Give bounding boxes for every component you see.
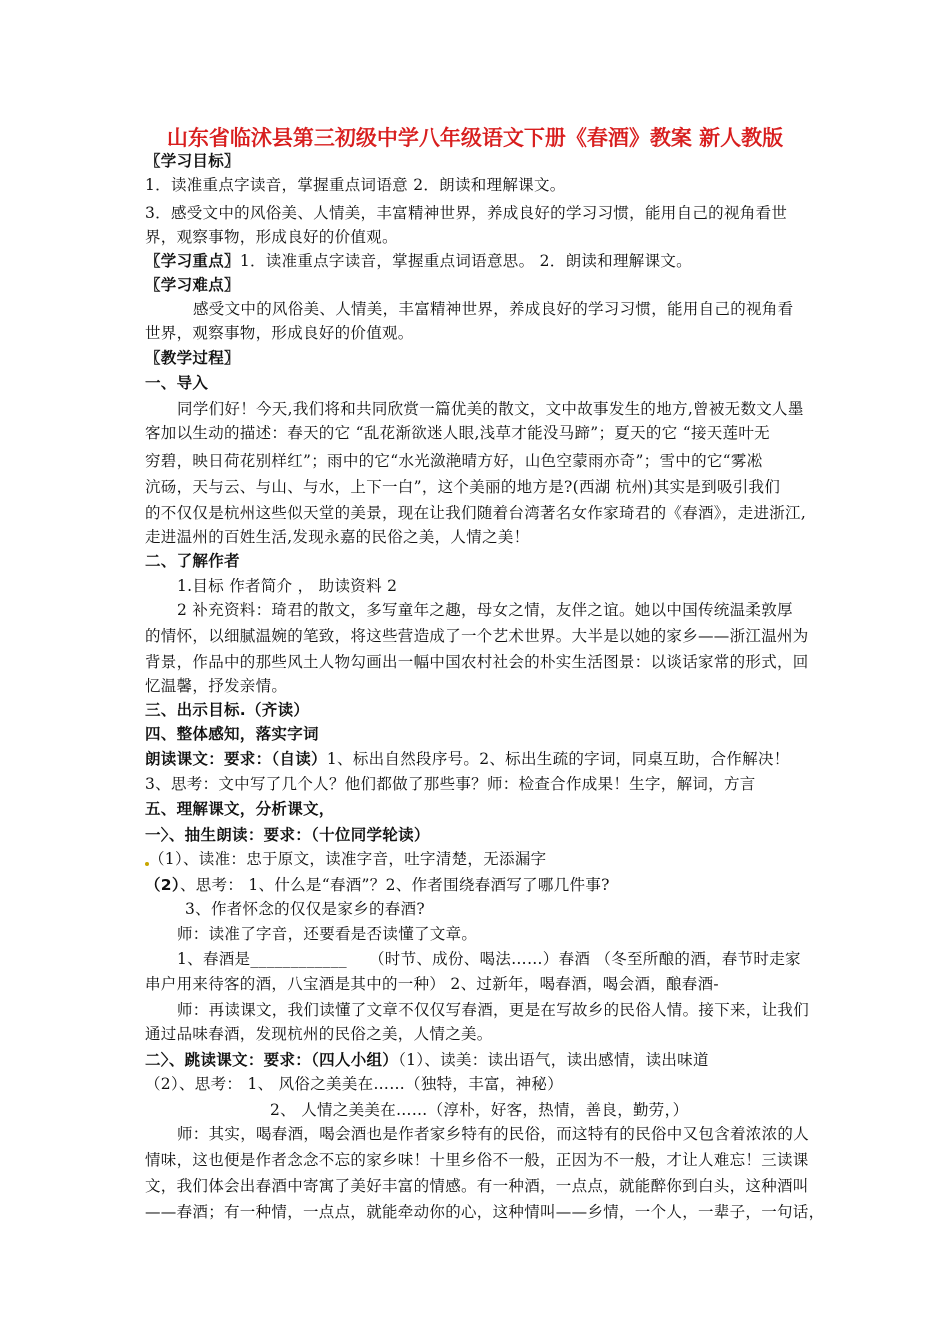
text-line: 3、作者怀念的仅仅是家乡的春酒? bbox=[185, 900, 425, 918]
text-line: 3．感受文中的风俗美、人情美，丰富精神世界，养成良好的学习习惯，能用自己的视角看世 bbox=[145, 204, 788, 222]
heading-overall: 四、整体感知，落实字词 bbox=[145, 725, 319, 743]
subheading-one: 一〉、抽生朗读：要求：（十位同学轮读） bbox=[145, 826, 430, 844]
text-line: 2 补充资料：琦君的散文，多写童年之趣，母女之情，友伴之谊。她以中国传统温柔敦厚 bbox=[177, 601, 793, 619]
reading-line bbox=[145, 749, 790, 769]
key-points-line bbox=[145, 251, 692, 271]
text-line: 3、思考：文中写了几个人？他们都做了那些事？师：检查合作成果！生字，解词，方言 bbox=[145, 775, 756, 793]
text-line: （2）、思考： 1、 风俗之美美在……（独特，丰富，神秘） bbox=[145, 1075, 564, 1093]
think-text: 、思考： 1、什么是“春酒”？2、作者围绕春酒写了哪几件事? bbox=[179, 876, 610, 894]
text-line: 穷碧，映日荷花别样红”；雨中的它“水光潋滟晴方好，山色空蒙雨亦奇”；雪中的它“雾凇 bbox=[145, 452, 763, 470]
text-line: 通过品味春酒，发现杭州的民俗之美，人情之美。 bbox=[145, 1025, 493, 1043]
section-heading-process: 〖教学过程〗 bbox=[145, 349, 240, 367]
heading-goals-read: 三、出示目标.（齐读） bbox=[145, 701, 310, 719]
text-line: 的不仅仅是杭州这些似天堂的美景，现在让我们随着台湾著名女作家琦君的《春酒》，走进浙江, bbox=[145, 504, 807, 522]
reading-text: 1、标出自然段序号。2、标出生疏的字词，同桌互助，合作解决！ bbox=[326, 750, 790, 768]
section-heading-key-points: 〖学习重点〗 bbox=[145, 252, 240, 270]
text-line: 情味，这也便是作者念念不忘的家乡味！十里乡俗不一般，正因为不一般，才让人难忘！三读课 bbox=[145, 1151, 809, 1169]
text-line: 1．读准重点字读音，掌握重点词语意 2．朗读和理解课文。 bbox=[145, 176, 566, 194]
skim-line bbox=[145, 1050, 709, 1070]
skim-text: （1）、读美：读出语气，读出感情，读出味道 bbox=[398, 1051, 709, 1069]
text-span: （时节、成份、喝法……）春酒 （冬至所酿的酒，春节时走家 bbox=[368, 950, 801, 968]
text-line bbox=[145, 849, 546, 869]
text-line: 师：其实，喝春酒，喝会酒也是作者家乡特有的民俗，而这特有的民俗中又包含着浓浓的人 bbox=[177, 1125, 810, 1143]
text-line: 师：读准了字音，还要看是否读懂了文章。 bbox=[177, 925, 478, 943]
text-line: 世界，观察事物，形成良好的价值观。 bbox=[145, 324, 414, 342]
text-line: 客加以生动的描述：春天的它 “乱花渐欲迷人眼,浅草才能没马蹄”；夏天的它 “接天莲叶无 bbox=[145, 424, 770, 442]
text-line: 背景，作品中的那些风土人物勾画出一幅中国农村社会的朴实生活图景：以谈话家常的形式，回 bbox=[145, 653, 809, 671]
blank-line: 1、春酒是____________ bbox=[177, 950, 347, 968]
key-points-text: 1．读准重点字读音，掌握重点词语意思。 2．朗读和理解课文。 bbox=[239, 252, 692, 270]
text-line: 走进温州的百姓生活,发现永嘉的民俗之美，人情之美！ bbox=[145, 528, 530, 546]
text-line: 2、 人情之美美在……（淳朴，好客，热情，善良，勤劳，） bbox=[270, 1101, 689, 1119]
text-line: 文，我们体会出春酒中寄寓了美好丰富的情感。有一种酒，一点点，就能醉你到白头，这种酒叫 bbox=[145, 1177, 809, 1195]
spring-wine-line bbox=[177, 949, 801, 969]
subheading-two: 二〉、跳读课文：要求：（四人小组） bbox=[145, 1051, 399, 1069]
heading-analysis: 五、理解课文，分析课文， bbox=[145, 800, 335, 818]
text-span: （1）、读准：忠于原文，读准字音，吐字清楚，无添漏字 bbox=[149, 850, 547, 868]
text-line: 感受文中的风俗美、人情美，丰富精神世界，养成良好的学习习惯，能用自己的视角看 bbox=[193, 300, 794, 318]
text-line: 的情怀，以细腻温婉的笔致，将这些营造成了一个艺术世界。大半是以她的家乡——浙江温州为 bbox=[145, 627, 809, 645]
think-line bbox=[145, 875, 610, 895]
text-line: 界，观察事物，形成良好的价值观。 bbox=[145, 228, 398, 246]
heading-author: 二、了解作者 bbox=[145, 552, 240, 570]
reading-requirement: 朗读课文：要求：（自读） bbox=[145, 750, 327, 768]
text-line: ——春酒；有一种情，一点点，就能牵动你的心，这种情叫——乡情，一个人，一辈子，一句话， bbox=[145, 1203, 825, 1221]
text-line: 沆砀，天与云、与山、与水，上下一白”，这个美丽的地方是?(西湖 杭州)其实是到吸引我们 bbox=[145, 478, 781, 496]
section-heading-goals: 〖学习目标〗 bbox=[145, 152, 240, 170]
document-title: 山东省临沭县第三初级中学八年级语文下册《春酒》教案 新人教版 bbox=[166, 126, 784, 150]
text-line: 忆温馨，抒发亲情。 bbox=[145, 677, 288, 695]
text-line: 1.目标 作者简介 ， 助读资料 2 bbox=[177, 577, 398, 595]
heading-intro: 一、导入 bbox=[145, 374, 209, 392]
text-line: 同学们好！今天,我们将和共同欣赏一篇优美的散文，文中故事发生的地方,曾被无数文人墨 bbox=[177, 400, 804, 418]
text-line: 师：再读课文，我们读懂了文章不仅仅写春酒，更是在写故乡的民俗人情。接下来，让我们 bbox=[177, 1001, 810, 1019]
text-line: 串户用来待客的酒，八宝酒是其中的一种） 2、过新年，喝春酒，喝会酒，酿春酒- bbox=[145, 975, 719, 993]
item-number: （2） bbox=[145, 876, 180, 894]
section-heading-difficulties: 〖学习难点〗 bbox=[145, 276, 240, 294]
